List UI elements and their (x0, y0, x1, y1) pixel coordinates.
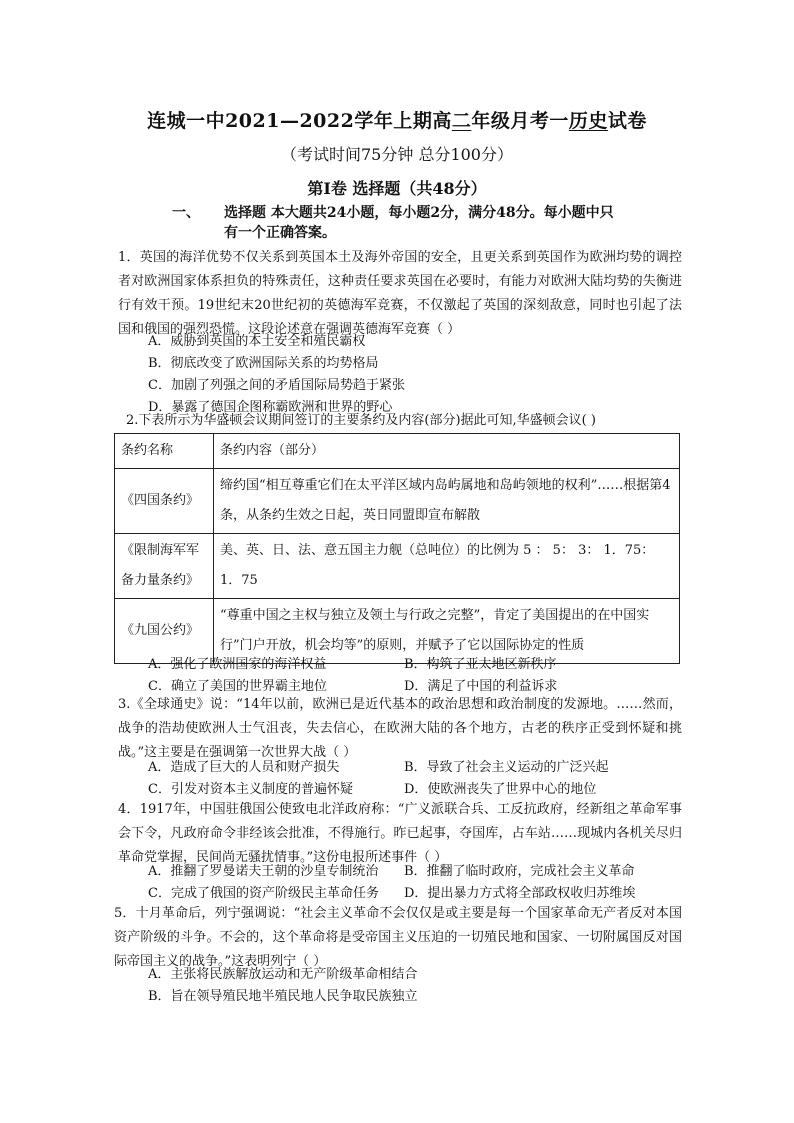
question-1-option-b: B．彻底改变了欧洲国际关系的均势格局 (148, 356, 379, 371)
section-heading: 第Ⅰ卷 选择题（共48分） (307, 179, 487, 198)
table-row (115, 534, 680, 599)
question-2-option-b: B．构筑了亚太地区新秩序 (404, 657, 557, 672)
question-1-stem: 1．英国的海洋优势不仅关系到英国本土及海外帝国的安全，且更关系到英国作为欧洲均势的调控者对欧洲国家体系担负的特殊责任，这种责任要求英国在必要时，有能力对欧洲大陆均势的失衡进行有效干预。19世纪末20世纪初的英德海军竞赛，不仅激起了英国的深刻敌意，同时也引起了法国和俄国的强烈恐慌。这段论述意在强调英德海军竞赛（ ） (118, 250, 682, 337)
question-1-option-d: D．暴露了德国企图称霸欧洲和世界的野心 (148, 400, 393, 415)
title-exam-name: 年级月考一 (471, 110, 569, 132)
instruction-number: 一、 (172, 205, 200, 221)
question-3-option-b: B．导致了社会主义运动的广泛兴起 (404, 760, 609, 775)
question-5-option-b: B．旨在领导殖民地半殖民地人民争取民族独立 (148, 989, 418, 1004)
question-2-option-d: D．满足了中国的利益诉求 (404, 679, 558, 694)
title-subject: 历史 (568, 110, 608, 132)
exam-title (0, 106, 794, 133)
table-header-cell: 条约名称 (115, 434, 214, 469)
question-3-stem: 3.《全球通史》说：“14年以前，欧洲已是近代基本的政治思想和政治制度的发源地。……然而，战争的浩劫使欧洲人士气沮丧，失去信心，在欧洲大陆的各个地方，古老的秩序正受到怀疑和挑战。”这主要是在强调第一次世界大战（ ） (118, 697, 682, 760)
question-4-option-b: B．推翻了临时政府，完成社会主义革命 (404, 864, 635, 879)
instruction-line-2: 有一个正确答案。 (224, 225, 336, 241)
section-instructions (172, 203, 692, 243)
table-header-cell: 条约内容（部分） (214, 434, 680, 469)
question-5-stem: 5．十月革命后，列宁强调说：“社会主义革命不会仅仅是或主要是每一个国家革命无产者反对本国资产阶级的斗争。不会的，这个革命将是受帝国主义压迫的一切殖民地和国家、一切附属国反对国际帝国主义的战争。”这表明列宁（ ） (114, 906, 682, 969)
title-grade: 二 (451, 110, 472, 132)
question-3-option-c: C．引发对资本主义制度的普遍怀疑 (148, 782, 353, 797)
table-cell: 缔约国“相互尊重它们在太平洋区域内岛屿属地和岛屿领地的权利”……根据第4条，从条约生效之日起，英日同盟即宣布解散 (214, 469, 680, 534)
question-3-option-a: A．造成了巨大的人员和财产损失 (148, 760, 340, 775)
question-4-stem: 4．1917年，中国驻俄国公使致电北洋政府称：“广义派联合兵、工反抗政府，经新组之革命军事会下令，凡政府命令非经该会批准，不得施行。昨已起事，夺国库，占车站……现城内各机关尽归革命党掌握，民间尚无骚扰情事。”这份电报所述事件（ ） (118, 802, 682, 865)
exam-time-score: （考试时间75分钟 总分100分） (281, 145, 513, 164)
table-cell: 《九国公约》 (115, 599, 214, 664)
question-2-option-a: A．强化了欧洲国家的海洋权益 (148, 657, 327, 672)
title-suffix: 试卷 (607, 110, 647, 132)
table-cell: 《四国条约》 (115, 469, 214, 534)
title-school-term: 连城一中2021—2022学年上期高 (147, 110, 452, 132)
question-4-option-c: C．完成了俄国的资产阶级民主革命任务 (148, 886, 379, 901)
table-cell: 美、英、日、法、意五国主力舰（总吨位）的比例为 5 ： 5： 3： 1．75： 1．75 (214, 534, 680, 599)
table-header-row (115, 434, 680, 469)
table-row (115, 469, 680, 534)
table-cell: 《限制海军军备力量条约》 (115, 534, 214, 599)
question-5-option-a: A．主张将民族解放运动和无产阶级革命相结合 (148, 967, 418, 982)
question-2-option-c: C．确立了美国的世界霸主地位 (148, 679, 327, 694)
instruction-line-1: 选择题 本大题共24小题，每小题2分，满分48分。每小题中只 (224, 205, 614, 221)
question-2-stem: 2.下表所示为华盛顿会议期间签订的主要条约及内容(部分)据此可知,华盛顿会议( ) (126, 413, 596, 428)
question-4-option-d: D．提出暴力方式将全部政权收归苏维埃 (404, 886, 636, 901)
treaty-table (114, 433, 680, 664)
question-4-option-a: A．推翻了罗曼诺夫王朝的沙皇专制统治 (148, 864, 379, 879)
table-cell: “尊重中国之主权与独立及领土与行政之完整”，肯定了美国提出的在中国实行”门户开放，机会均等”的原则，并赋予了它以国际协定的性质 (214, 599, 680, 664)
question-1-option-a: A．威胁到英国的本土安全和殖民霸权 (148, 334, 366, 349)
question-1-option-c: C．加剧了列强之间的矛盾国际局势趋于紧张 (148, 378, 405, 393)
question-3-option-d: D．使欧洲丧失了世界中心的地位 (404, 782, 597, 797)
